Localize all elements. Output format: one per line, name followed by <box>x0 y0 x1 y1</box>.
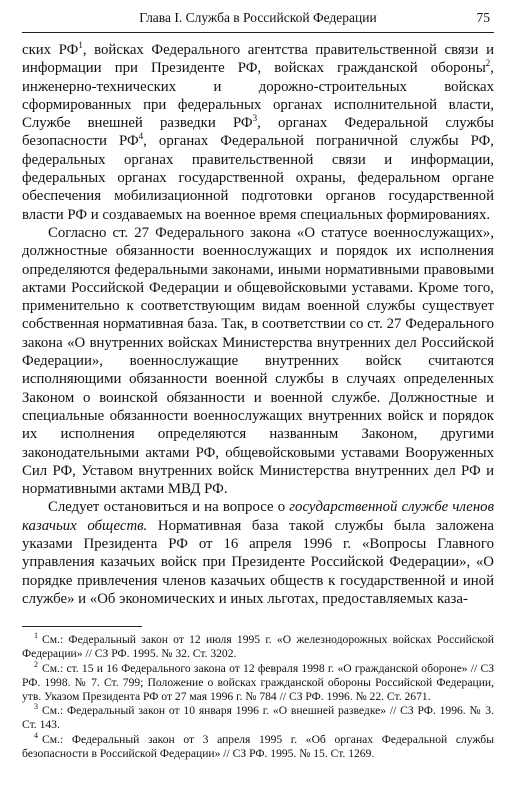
page-number: 75 <box>476 10 490 25</box>
p1-text-c: , инженерно-технических и дорожно-строительных войсках сформированных при федеральных органах исполнительной власти, Службе внешней разведки РФ <box>22 60 494 132</box>
footnote-text-2: См.: ст. 15 и 16 Федерального закона от 12 февраля 1998 г. «О гражданской обороне» // СЗ РФ. 1998. № 7. Ст. 799; Положение о войсках гражданской обороны Российской Федерации, утв. Указом Президента РФ от 27 мая 1996 г. № 784 // СЗ РФ. 1996. № 22. Ст. 2671. <box>22 661 494 704</box>
p1-text-e: , органах Федеральной пограничной службы РФ, федеральных органах правительственной связи и информации, федеральных органах государственной охраны, федеральном органе обеспечения мобилизационной подготовки органов государственной власти РФ и создаваемых на военное время специальных формированиях. <box>22 133 495 223</box>
p3-italic-term: государственной службе членов казачьих обществ. <box>22 499 495 534</box>
footnote-1 <box>22 633 494 661</box>
footnotes <box>22 633 494 761</box>
main-text <box>22 41 494 608</box>
footnote-mark-3: 3 <box>34 702 38 712</box>
footnote-ref-4: 4 <box>138 131 144 142</box>
footnote-ref-1: 1 <box>78 40 83 51</box>
paragraph-1 <box>22 41 494 224</box>
p3-text-b: Нормативная база такой службы была заложена указами Президента РФ от 16 апреля 1996 г. «Вопросы Главного управления казачьих войск при Президенте Российской Федерации», «О порядке привлечения членов казачьих обществ к государственной и иной службе» и «Об экономических и иных льготах, предоставляемых каза- <box>22 517 494 607</box>
chapter-title: Глава I. Служба в Российской Федерации <box>139 10 377 25</box>
footnote-mark-2: 2 <box>34 659 38 669</box>
paragraph-2: Согласно ст. 27 Федерального закона «О статусе военнослужащих», должностные обязанности военнослужащих и порядок их исполнения определяются федеральными законами, иными нормативными правовыми актами Российской Федерации и общевойсковыми уставами. Кроме того, применительно к соответствующим видам военной службы существует собственная нормативная база. Так, в соответствии со ст. 27 Федерального закона «О внутренних войсках Министерства внутренних дел Российской Федерации», военнослужащие внутренних войск считаются исполняющими обязанности военной службы в случаях определенных Законом о воинской обязанности и военной службе. Должностные и специальные обязанности военнослужащих внутренних войск и порядок их исполнения определяются названным Законом, другими законодательными актами РФ, общевойсковыми уставами Вооруженных Сил РФ, Уставом внутренних войск Министерства внутренних дел РФ и нормативными актами МВД РФ. <box>22 224 494 498</box>
footnote-text-3: См.: Федеральный закон от 10 января 1996 г. «О внешней разведке» // СЗ РФ. 1996. № 3. Ст. 143. <box>22 704 494 732</box>
footnote-4 <box>22 730 494 761</box>
footnote-3 <box>22 704 494 732</box>
footnote-ref-3: 3 <box>252 113 258 124</box>
footnote-mark-1: 1 <box>34 631 38 641</box>
footnote-mark-4: 4 <box>34 730 38 740</box>
footnote-ref-2: 2 <box>485 58 491 69</box>
paragraph-3 <box>22 498 494 608</box>
footnote-text-4: См.: Федеральный закон от 3 апреля 1995 г. «Об органах Федеральной службы безопасности в Российской Федерации» // СЗ РФ. 1995. № 15. Ст. 1269. <box>22 732 494 760</box>
footnote-text-1: См.: Федеральный закон от 12 июля 1995 г. «О железнодорожных войсках Российской Федерации» // СЗ РФ. 1995. № 32. Ст. 3202. <box>22 633 494 661</box>
p3-text-a: Следует остановиться и на вопросе о <box>48 499 290 516</box>
footnote-2 <box>22 659 494 705</box>
running-header <box>22 10 494 33</box>
p1-text-b: , войсках Федерального агентства правительственной связи и информации при Президенте РФ, войсках гражданской обороны <box>22 42 494 77</box>
p1-text-d: , органах Федеральной службы безопасности РФ <box>22 115 494 150</box>
footnote-separator <box>22 626 142 627</box>
p1-text-a: ских РФ <box>22 42 79 58</box>
